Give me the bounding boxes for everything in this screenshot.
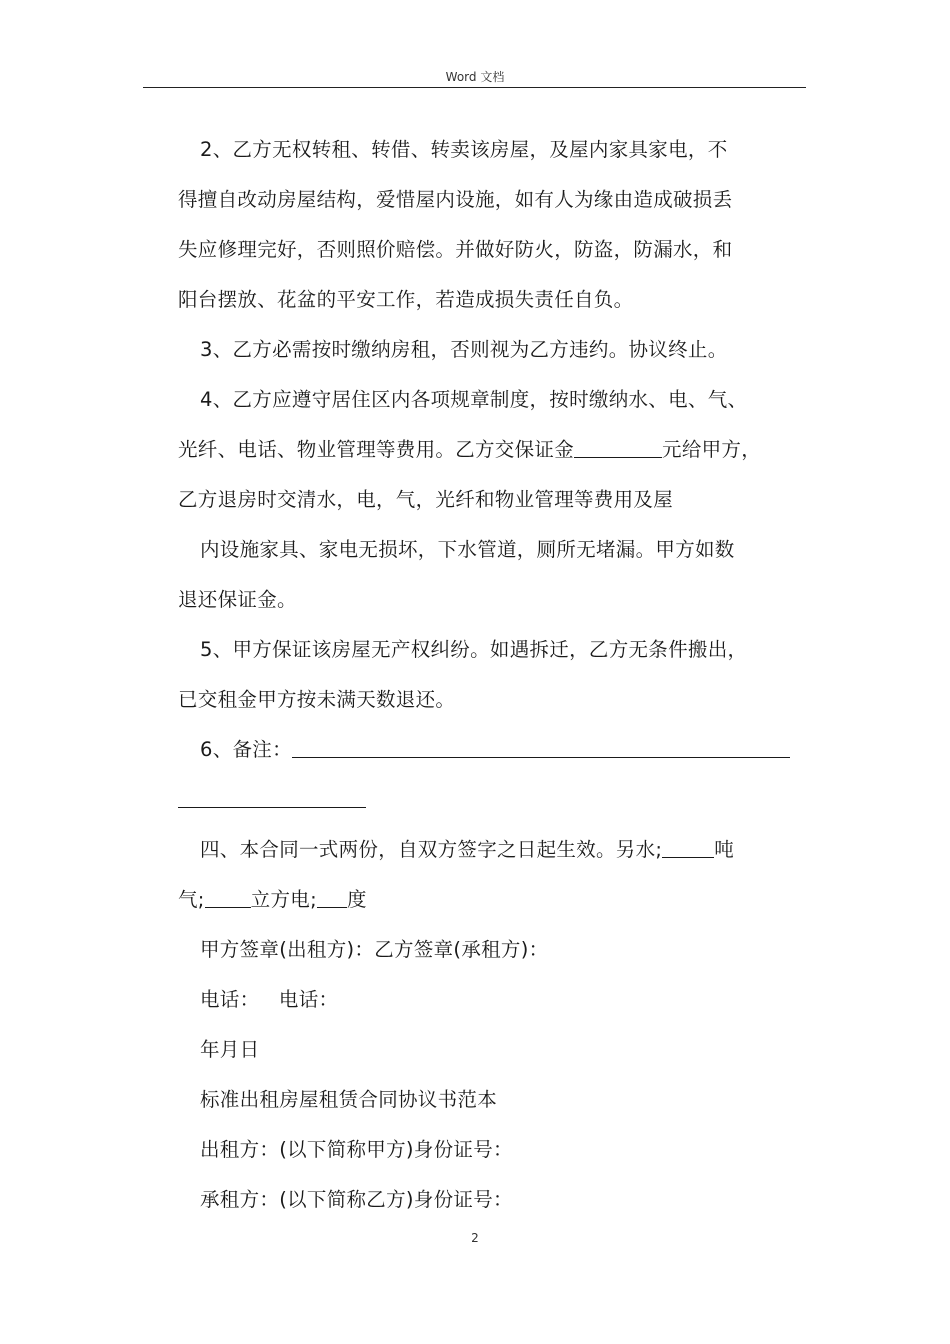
water-reading-blank — [662, 835, 714, 858]
phone-line: 电话： 电话： — [200, 988, 339, 1011]
page-number: 2 — [471, 1231, 479, 1245]
lessee-line: 承租方：(以下简称乙方)身份证号： — [200, 1188, 513, 1211]
section-4-text: 四、本合同一式两份，自双方签字之日起生效。另水; — [200, 838, 663, 861]
lessor-line: 出租方：(以下简称甲方)身份证号： — [200, 1138, 513, 1161]
electric-unit: 度 — [346, 888, 367, 911]
clause-6-line-2 — [178, 778, 818, 828]
clause-5-line-2: 已交租金甲方按未满天数退还。 — [178, 688, 456, 711]
deposit-amount-blank — [574, 435, 662, 458]
gas-label: 气; — [178, 888, 205, 911]
clause-5-line-1: 5、甲方保证该房屋无产权纠纷。如遇拆迁，乙方无条件搬出， — [200, 638, 748, 661]
section-4-line-1 — [178, 828, 818, 878]
page-header-title: Word 文档 — [445, 70, 505, 84]
gas-reading-blank — [205, 885, 251, 908]
remarks-blank-1 — [292, 735, 790, 758]
clause-2-line-2: 得擅自改动房屋结构，爱惜屋内设施，如有人为缘由造成破损丢 — [178, 188, 733, 211]
clause-3-line-1: 3、乙方必需按时缴纳房租，否则视为乙方违约。协议终止。 — [200, 338, 728, 361]
clause-6-line-1 — [178, 728, 818, 778]
clause-2-line-4: 阳台摆放、花盆的平安工作，若造成损失责任自负。 — [178, 288, 634, 311]
header-divider — [143, 87, 806, 88]
clause-4-line-1: 4、乙方应遵守居住区内各项规章制度，按时缴纳水、电、气、 — [200, 388, 748, 411]
remarks-blank-2 — [178, 785, 366, 808]
contract-title-2: 标准出租房屋租赁合同协议书范本 — [200, 1088, 498, 1111]
clause-4-deposit-text: 光纤、电话、物业管理等费用。乙方交保证金 — [178, 438, 575, 461]
clause-4-line-4: 内设施家具、家电无损坏，下水管道，厕所无堵漏。甲方如数 — [200, 538, 735, 561]
water-unit: 吨 — [714, 838, 735, 861]
electric-reading-blank — [317, 885, 347, 908]
clause-4-line-3: 乙方退房时交清水，电，气，光纤和物业管理等费用及屋 — [178, 488, 674, 511]
date-line: 年月日 — [200, 1038, 260, 1061]
clause-4-line-2 — [178, 428, 818, 478]
clause-2-line-3: 失应修理完好，否则照价赔偿。并做好防火，防盗，防漏水，和 — [178, 238, 733, 261]
remarks-label: 6、备注： — [200, 738, 292, 761]
clause-4-deposit-suffix: 元给甲方， — [662, 438, 762, 461]
clause-4-line-5: 退还保证金。 — [178, 588, 297, 611]
gas-unit-electric-label: 立方电; — [250, 888, 317, 911]
clause-2-line-1: 2、乙方无权转租、转借、转卖该房屋，及屋内家具家电，不 — [200, 138, 728, 161]
section-4-line-2 — [178, 878, 818, 928]
contract-body — [178, 128, 818, 1228]
signature-line: 甲方签章(出租方)：乙方签章(承租方)： — [200, 938, 549, 961]
